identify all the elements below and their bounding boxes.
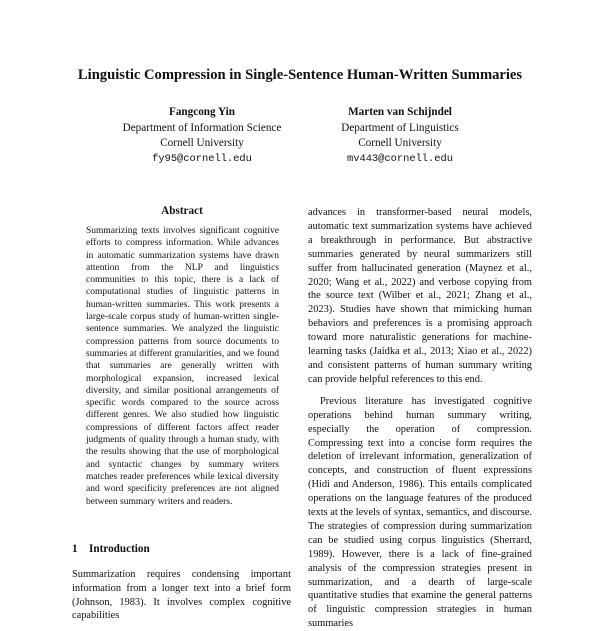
author-name: Fangcong Yin bbox=[169, 106, 235, 118]
introduction-text: Summarization requires condensing important information from a longer text into a brief form (Johnson, 1983). It involves complex cognitive capabilities bbox=[72, 569, 291, 622]
author-institution: Cornell University bbox=[160, 137, 244, 150]
author-affiliation: Department of Linguistics bbox=[341, 121, 459, 134]
author-block-2 bbox=[295, 105, 505, 167]
introduction-heading bbox=[72, 543, 150, 555]
author-affiliation: Department of Information Science bbox=[122, 121, 282, 134]
author-email: mv443@cornell.edu bbox=[346, 152, 453, 165]
author-block-1 bbox=[97, 105, 307, 167]
abstract-heading: Abstract bbox=[161, 205, 203, 217]
author-institution: Cornell University bbox=[358, 137, 442, 150]
abstract-text: Summarizing texts involves significant cognitive efforts to compress information. While advances in automatic summarization systems have drawn attention from the NLP and linguistics communities to this topic, there is a lack of computational studies of linguistic patterns in human-written summaries. This work presents a large-scale corpus study of human-written single-sentence summaries. We analyzed the linguistic compression patterns from source documents to summaries at different granularities, and we found that summaries are generally written with morphological expansion, increased lexical diversity, and similar positional arrangements of specific words compared to the source across different genres. We also studied how linguistic compressions of different factors affect reader judgments of quality through a human study, with the results showing that the use of morphological and syntactic changes by summary writers matches reader preferences while lexical diversity and word specificity preferences are not aligned between summary writers and readers. bbox=[86, 226, 279, 507]
author-email: fy95@cornell.edu bbox=[152, 152, 252, 165]
author-name: Marten van Schijndel bbox=[348, 106, 452, 118]
paper-title: Linguistic Compression in Single-Sentence Human-Written Summaries bbox=[77, 67, 523, 83]
section-title: Introduction bbox=[89, 543, 150, 555]
section-number: 1 bbox=[72, 543, 78, 555]
right-column bbox=[308, 206, 532, 631]
body-paragraph-1: advances in transformer-based neural models, automatic text summarization systems have achieved a breakthrough in performance. But abstractive summaries generated by neural summarizers still suffer from hallucinated generation (Maynez et al., 2020; Wang et al., 2022) and verbose copying from the source text (Wilber et al., 2021; Zhang et al., 2023). Studies have shown that mimicking human behaviors and preferences is a promising approach toward more naturalistic generations for machine-learning tasks (Jaidka et al., 2013; Xiao et al., 2022) and consistent patterns of human summary writing can provide helpful references to this end. bbox=[308, 207, 532, 385]
body-paragraph-2: Previous literature has investigated cognitive operations behind human summary writing, especially the operation of compression. Compressing text into a concise form requires the deletion of irrelevant information, generalization of concepts, and construction of fluent expressions (Hidi and Anderson, 1986). This entails complicated operations on the language features of the produced texts at the levels of syntax, semantics, and discourse. The strategies of compression during summarization can be studied using corpus linguistics (Sherrard, 1989). However, there is a lack of fine-grained analysis of the compression strategies present in summarization, and a dearth of large-scale quantitative studies that examine the general patterns of linguistic compression strategies in human summaries bbox=[308, 395, 532, 630]
